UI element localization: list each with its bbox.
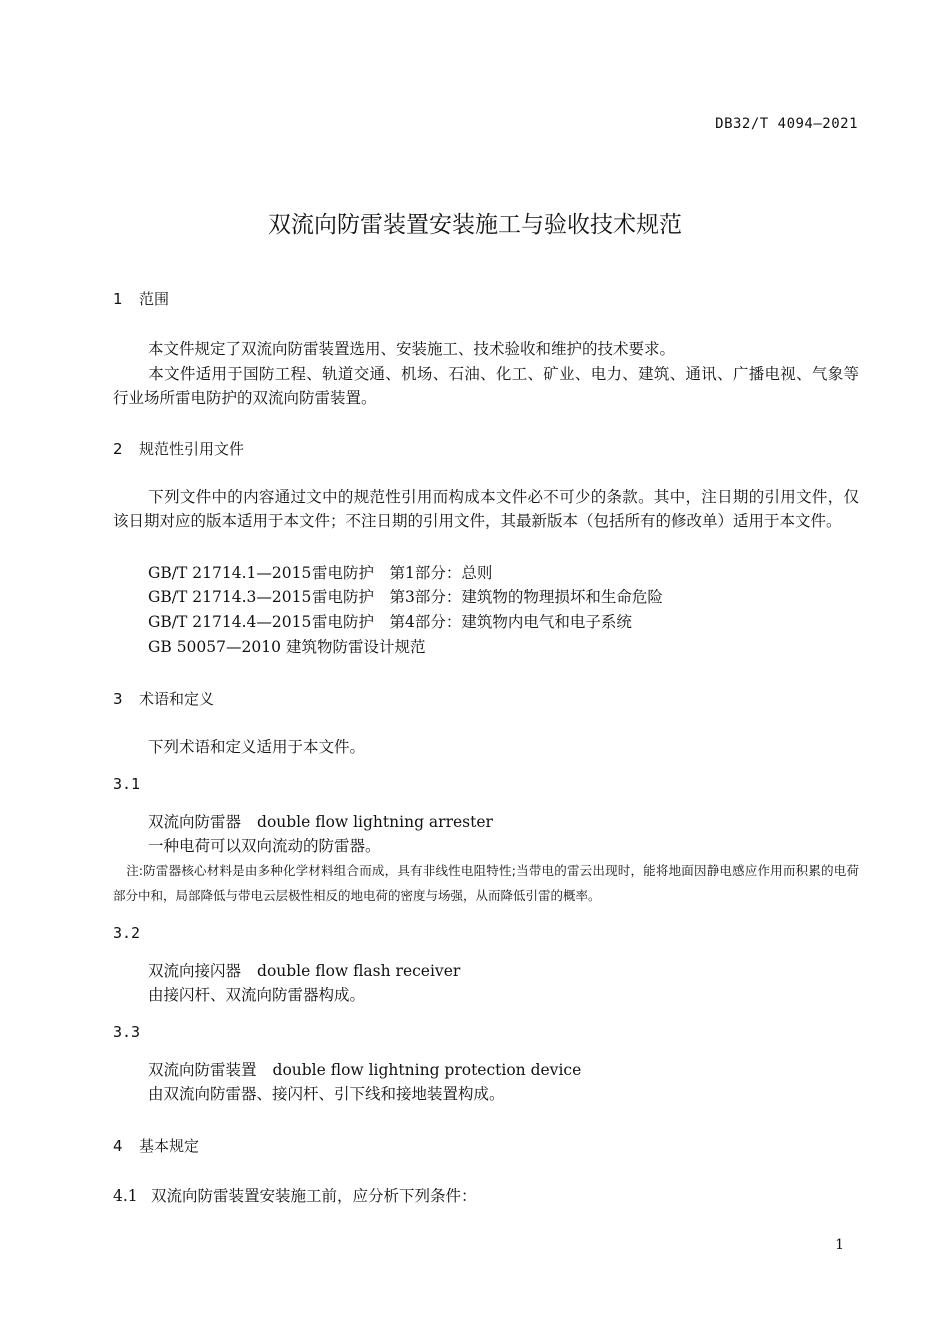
- note-text: 防雷器核心材料是由多种化学材料组合而成，具有非线性电阻特性;当带电的雷云出现时，能将地面因静电感应作用而积累的电荷部分中和，局部降低与带电云层极性相反的地电荷的密度与场强，从而降低引雷的概率。: [113, 863, 859, 903]
- paragraph: 本文件规定了双流向防雷装置选用、安装施工、技术验收和维护的技术要求。: [148, 340, 676, 358]
- section-title: 术语和定义: [139, 690, 215, 708]
- term-definition: 由双流向防雷器、接闪杆、引下线和接地装置构成。: [148, 1085, 505, 1103]
- paragraph-text: 下列文件中的内容通过文中的规范性引用而构成本文件必不可少的条款。其中，注日期的引用文件，仅该日期对应的版本适用于本文件；不注日期的引用文件，其最新版本（包括所有的修改单）适用于本文件。: [113, 488, 859, 530]
- paragraph: [113, 485, 859, 533]
- section-heading-3: [113, 688, 214, 709]
- reference-item: [148, 561, 492, 585]
- clause: [113, 1184, 477, 1208]
- page-number: 1: [835, 1237, 844, 1253]
- reference-title: 雷电防护 第3部分：建筑物的物理损坏和生命危险: [312, 588, 663, 606]
- section-number: 1: [113, 290, 123, 308]
- section-heading-2: [113, 438, 244, 459]
- note-label: 注:: [126, 863, 143, 878]
- clause-text: 双流向防雷装置安装施工前，应分析下列条件：: [151, 1187, 477, 1205]
- paragraph: [113, 362, 859, 410]
- term-entry: [148, 1058, 581, 1082]
- term-chinese: 双流向防雷器: [148, 813, 242, 831]
- reference-title: 建筑物防雷设计规范: [286, 638, 426, 656]
- term-definition: 由接闪杆、双流向防雷器构成。: [148, 986, 366, 1004]
- document-code: DB32/T 4094—2021: [715, 116, 858, 132]
- term-number: 3.2: [113, 924, 141, 942]
- section-heading-4: [113, 1135, 199, 1156]
- reference-title: 雷电防护 第1部分：总则: [312, 564, 493, 582]
- reference-title: 雷电防护 第4部分：建筑物内电气和电子系统: [312, 613, 632, 631]
- reference-item: [148, 585, 663, 609]
- section-number: 4: [113, 1137, 123, 1155]
- term-english: double flow lightning arrester: [257, 813, 493, 831]
- reference-code: GB/T 21714.1—2015: [148, 564, 312, 582]
- reference-item: [148, 635, 426, 659]
- section-title: 基本规定: [139, 1137, 200, 1155]
- term-definition: 一种电荷可以双向流动的防雷器。: [148, 837, 381, 855]
- term-number: 3.3: [113, 1023, 141, 1041]
- reference-code: GB/T 21714.3—2015: [148, 588, 312, 606]
- term-chinese: 双流向接闪器: [148, 962, 242, 980]
- section-title: 规范性引用文件: [139, 440, 245, 458]
- section-number: 3: [113, 690, 123, 708]
- term-number: 3.1: [113, 775, 141, 793]
- reference-item: [148, 610, 632, 634]
- term-chinese: 双流向防雷装置: [148, 1061, 257, 1079]
- paragraph: 下列术语和定义适用于本文件。: [148, 738, 366, 756]
- term-entry: [148, 959, 460, 983]
- clause-number: 4.1: [113, 1187, 138, 1205]
- section-title: 范围: [139, 290, 170, 308]
- section-heading-1: [113, 288, 169, 309]
- term-note: [113, 858, 859, 908]
- document-title: 双流向防雷装置安装施工与验收技术规范: [268, 212, 682, 238]
- term-english: double flow lightning protection device: [272, 1061, 582, 1079]
- section-number: 2: [113, 440, 123, 458]
- term-entry: [148, 810, 493, 834]
- term-english: double flow flash receiver: [257, 962, 461, 980]
- paragraph-text: 本文件适用于国防工程、轨道交通、机场、石油、化工、矿业、电力、建筑、通讯、广播电视、气象等行业场所雷电防护的双流向防雷装置。: [113, 365, 859, 407]
- reference-code: GB/T 21714.4—2015: [148, 613, 312, 631]
- reference-code: GB 50057—2010: [148, 638, 281, 656]
